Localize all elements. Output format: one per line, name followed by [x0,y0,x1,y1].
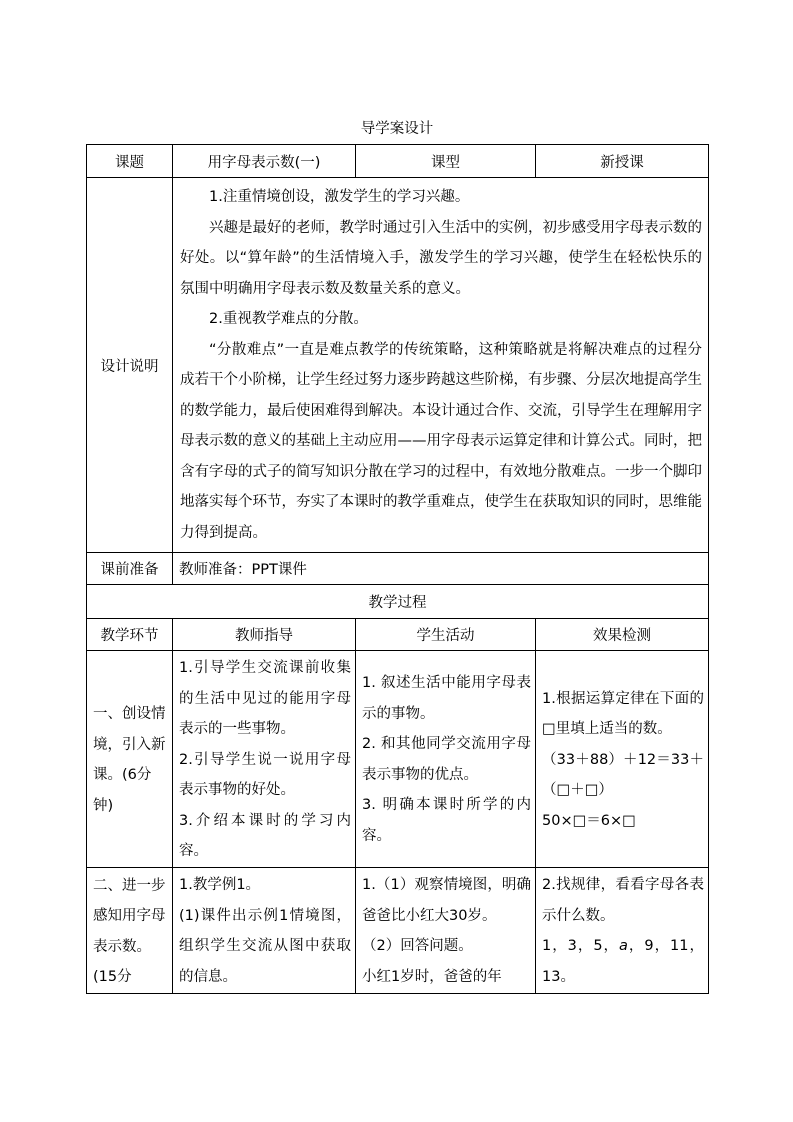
student-item: 小红1岁时，爸爸的年 [362,968,502,985]
design-row [87,178,709,553]
lesson-plan-table [86,144,709,994]
design-label: 设计说明 [87,178,173,553]
prep-label: 课前准备 [87,553,173,585]
teacher-item: 2.引导学生说一说用字母表示事物的好处。 [179,751,351,798]
prep-row [87,553,709,585]
student-item: 3. 明确本课时所学的内容。 [362,797,531,844]
design-paragraph: 2.重视教学难点的分散。 [209,311,368,327]
topic-label: 课题 [87,145,173,178]
column-header-student: 学生活动 [356,619,536,651]
topic-value: 用字母表示数(一) [173,145,356,178]
column-header-teacher: 教师指导 [173,619,356,651]
design-paragraph: “分散难点”一直是难点教学的传统策略，这种策略就是将解决难点的过程分成若干个小阶梯，让学生经过努力逐步跨越这些阶梯，有步骤、分层次地提高学生的数学能力，最后使困难得到解决。本设计通过合作、交流，引导学生在理解用字母表示数的意义的基础上主动应用——用字母表示运算定律和计算公式。同时，把含有字母的式子的简写知识分散在学习的过程中，有效地分散难点。一步一个脚印地落实每个环节，夯实了本课时的教学重难点，使学生在获取知识的同时，思维能力得到提高。 [180,341,702,541]
student-item: （2）回答问题。 [362,938,473,954]
process-title: 教学过程 [87,585,709,619]
sequence-letter: a [619,938,628,954]
teacher-item: 3.介绍本课时的学习内容。 [179,812,351,859]
type-value: 新授课 [536,145,709,178]
check-item: 1.根据运算定律在下面的□里填上适当的数。 [542,690,704,737]
header-row [87,145,709,178]
column-header-check: 效果检测 [536,619,709,651]
teacher-guidance [173,651,356,868]
design-description [173,178,709,553]
sequence-end: ，9，11，13。 [542,938,704,985]
design-paragraph: 兴趣是最好的老师，教学时通过引入生活中的实例，初步感受用字母表示数的好处。以“算年龄”的生活情境入手，激发学生的学习兴趣，使学生在轻松快乐的氛围中明确用字母表示数及数量关系的意义。 [180,219,702,297]
design-paragraph: 1.注重情境创设，激发学生的学习兴趣。 [209,189,470,205]
sequence-start: 1，3，5， [542,938,620,954]
stage-step: 二、进一步感知用字母表示数。(15分 [87,867,173,993]
teacher-item: (1)课件出示例1情境图，组织学生交流从图中获取的信息。 [179,907,351,985]
check-item: 2.找规律，看看字母各表示什么数。 [542,877,704,924]
student-activity [356,867,536,993]
prep-value: 教师准备：PPT课件 [173,553,709,585]
effect-check [536,867,709,993]
stage-step: 一、创设情境，引入新课。(6分钟) [87,651,173,868]
document-title: 导学案设计 [360,121,434,137]
process-title-row [87,585,709,619]
column-header-row [87,619,709,651]
student-item: 1. 叙述生活中能用字母表示的事物。 [362,675,531,722]
check-item: 50×□＝6×□ [542,812,636,829]
check-item: （33＋88）＋12＝33＋（□＋□） [542,751,704,798]
student-item: 2. 和其他同学交流用字母表示事物的优点。 [362,736,531,783]
teacher-item: 1.引导学生交流课前收集的生活中见过的能用字母表示的一些事物。 [179,660,351,737]
student-activity [356,651,536,868]
effect-check [536,651,709,868]
column-header-stage: 教学环节 [87,619,173,651]
stage-row [87,867,709,993]
student-item: 1.（1）观察情境图，明确爸爸比小红大30岁。 [362,877,531,924]
type-label: 课型 [356,145,536,178]
teacher-item: 1.教学例1。 [179,877,261,893]
stage-row [87,651,709,868]
check-item [542,931,704,992]
teacher-guidance [173,867,356,993]
